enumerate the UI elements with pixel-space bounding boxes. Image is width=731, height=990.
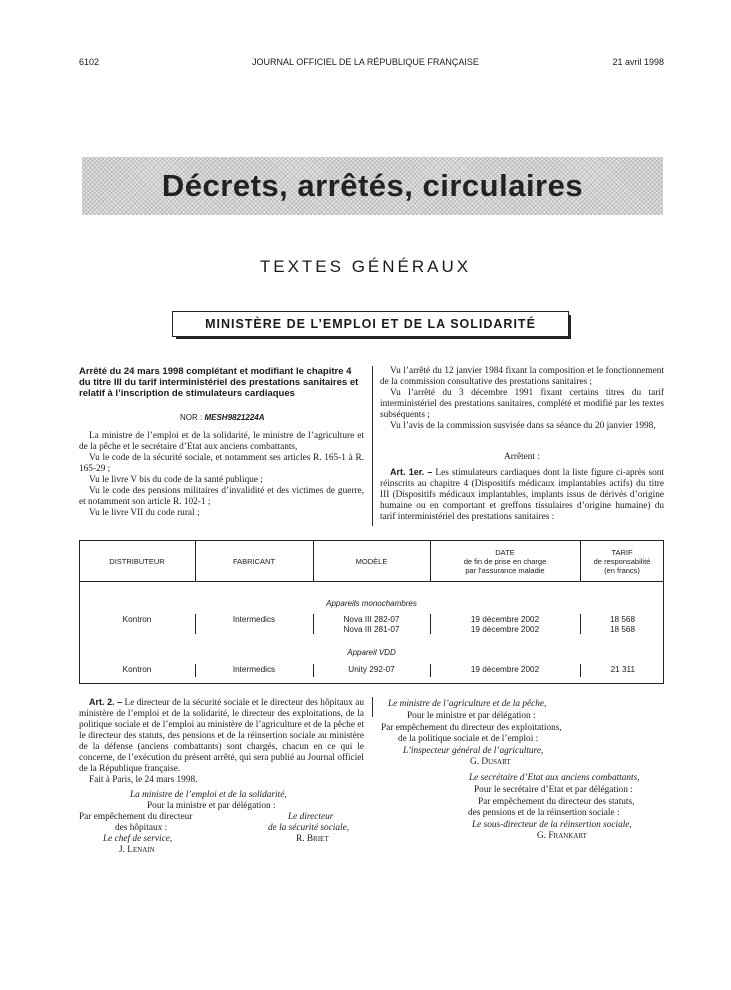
tarif-line: 18 568 xyxy=(609,625,635,634)
date-line: 19 décembre 2002 xyxy=(470,625,540,634)
cell-date xyxy=(430,615,580,635)
journal-title: JOURNAL OFFICIEL DE LA RÉPUBLIQUE FRANÇAISE xyxy=(252,57,479,67)
col-header-fabricant: FABRICANT xyxy=(232,557,276,566)
nor-value: MESH9821224A xyxy=(204,413,265,422)
date-line: 19 décembre 2002 xyxy=(470,615,540,624)
sig-pour-ministre: Pour la ministre et par délégation : xyxy=(147,801,276,811)
sig-empechement-line: des pensions et de la réinsertion sociale : xyxy=(468,808,620,818)
col-header-date-line: de fin de prise en charge xyxy=(463,557,547,566)
table-header-rule xyxy=(79,581,664,582)
cell-distributeur: Kontron xyxy=(122,665,152,674)
sig-empechement-line: Par empêchement du directeur des exploitations, xyxy=(381,723,562,733)
group-label: Appareils monochambres xyxy=(326,599,417,608)
sig-empechement-line: des hôpitaux : xyxy=(115,823,168,833)
cell-modele xyxy=(313,615,430,635)
sig-directeur-line: Le directeur xyxy=(288,812,334,822)
column-rule xyxy=(372,366,373,526)
col-header-distributeur: DISTRIBUTEUR xyxy=(109,557,165,566)
col-header-modele: MODÈLE xyxy=(355,557,388,566)
visas-left xyxy=(79,431,364,519)
cell-date: 19 décembre 2002 xyxy=(470,665,540,674)
visa-paragraph: Vu l’avis de la commission susvisée dans sa séance du 20 janvier 1998, xyxy=(390,421,656,431)
sig-lenain: J. Lenain xyxy=(119,845,155,855)
visa-paragraph: Vu le livre VII du code rural ; xyxy=(89,508,200,518)
col-header-tarif-line: TARIF xyxy=(611,548,633,557)
visas-right xyxy=(380,366,664,432)
issue-date: 21 avril 1998 xyxy=(612,57,664,67)
group-label: Appareil VDD xyxy=(347,648,396,657)
sig-pour-secretaire: Pour le secrétaire d’Etat et par délégation : xyxy=(474,785,633,795)
sig-secretaire: Le secrétaire d’Etat aux anciens combattants, xyxy=(469,773,640,783)
article-2 xyxy=(79,697,364,786)
fait-a-paris: Fait à Paris, le 24 mars 1998. xyxy=(89,775,198,785)
article-1-label: Art. 1er. – xyxy=(390,467,433,477)
sig-chef-service: Le chef de service, xyxy=(103,834,173,844)
cell-tarif: 21 311 xyxy=(610,665,635,674)
col-header-date xyxy=(430,548,580,575)
article-2-label: Art. 2. – xyxy=(89,697,123,707)
sig-inspecteur: L’inspecteur général de l’agriculture, xyxy=(403,746,544,756)
sig-directeur-line: de la sécurité sociale, xyxy=(268,823,350,833)
sig-frankart: G. Frankart xyxy=(537,831,587,841)
tarif-line: 18 568 xyxy=(609,615,635,624)
ministry-heading: MINISTÈRE DE L’EMPLOI ET DE LA SOLIDARITÉ xyxy=(172,311,569,337)
visa-paragraph: Vu l’arrêté du 3 décembre 1991 fixant certains titres du tarif interministériel des prestations sanitaires, complété et modifié par les textes subséquents ; xyxy=(380,388,664,420)
visa-paragraph: La ministre de l’emploi et de la solidarité, le ministre de l’agriculture et de la pêche et le secrétaire d’Etat aux anciens combattants, xyxy=(79,431,364,452)
visa-paragraph: Vu l’arrêté du 12 janvier 1984 fixant la composition et le fonctionnement de la commission consultative des prestations sanitaires ; xyxy=(380,366,664,387)
column-rule xyxy=(372,697,373,717)
banner-title: Décrets, arrêtés, circulaires xyxy=(161,168,584,203)
nor-label: NOR : xyxy=(180,413,203,422)
sig-empechement-line: Par empêchement du directeur xyxy=(79,812,193,822)
sig-sous-directeur: Le sous-directeur de la réinsertion sociale, xyxy=(472,820,632,830)
nor-reference xyxy=(180,413,265,422)
col-header-tarif-line: de responsabilité xyxy=(593,557,651,566)
col-header-date-line: par l’assurance maladie xyxy=(465,566,545,575)
visa-paragraph: Vu le code des pensions militaires d’invalidité et des victimes de guerre, et notamment son article R. 102-1 ; xyxy=(79,486,364,507)
cell-fabricant: Intermedics xyxy=(232,615,276,624)
sig-pour-ministre-agri: Pour le ministre et par délégation : xyxy=(407,711,536,721)
sig-ministre-emploi: La ministre de l’emploi et de la solidarité, xyxy=(130,790,287,800)
sig-empechement-line: Par empêchement du directeur des statuts, xyxy=(478,797,635,807)
sig-briet: R. Briet xyxy=(296,834,329,844)
modele-line: Nova III 282-07 xyxy=(343,615,400,624)
cell-distributeur: Kontron xyxy=(122,615,152,624)
page-number: 6102 xyxy=(79,57,100,67)
arrete-title: Arrêté du 24 mars 1998 complétant et modifiant le chapitre 4 du titre III du tarif interministériel des prestations sanitaires et relatif à l’inscription de stimulateurs cardiaques xyxy=(79,366,359,399)
cell-modele: Unity 292-07 xyxy=(348,665,395,674)
col-header-tarif-line: (en francs) xyxy=(604,566,640,575)
article-1-text: Les stimulateurs cardiaques dont la liste figure ci-après sont réinscrits au chapitre 4 (Dispositifs médicaux implantables actifs) du titre III (Dispositifs médicaux implantables, implants issus de dérivés d’origine humaine ou en comportant et greffons tissulaires d’origine humaine) du tarif interministériel des prestations sanitaires : xyxy=(380,468,664,522)
sig-empechement-line: de la politique sociale et de l’emploi : xyxy=(398,734,539,744)
arretent: Arrêtent : xyxy=(504,452,540,462)
modele-line: Nova III 281-07 xyxy=(343,625,400,634)
sig-dusart: G. Dusart xyxy=(470,757,511,767)
visa-paragraph: Vu le livre V bis du code de la santé publique ; xyxy=(89,475,263,485)
article-2-text: Le directeur de la sécurité sociale et le directeur des hôpitaux au ministère de l’emploi et de la solidarité, le directeur des exploitations, de la politique sociale et de l’emploi au ministère de l’agriculture et de la pêche et le directeur des statuts, des pensions et de la réinsertion sociale au ministère de la défense (anciens combattants) sont chargés, chacun en ce qui le concerne, de l’exécution du présent arrêté, qui sera publié au Journal officiel de la République française. xyxy=(79,698,364,774)
cell-fabricant: Intermedics xyxy=(232,665,276,674)
col-header-date-line: DATE xyxy=(495,548,515,557)
visa-paragraph: Vu le code de la sécurité sociale, et notamment ses articles R. 165-1 à R. 165-29 ; xyxy=(79,453,364,474)
col-header-tarif xyxy=(580,548,664,575)
cell-tarif xyxy=(580,615,635,635)
section-title: TEXTES GÉNÉRAUX xyxy=(259,257,472,276)
article-1 xyxy=(380,467,664,523)
sig-ministre-agriculture: Le ministre de l’agriculture et de la pêche, xyxy=(388,699,547,709)
